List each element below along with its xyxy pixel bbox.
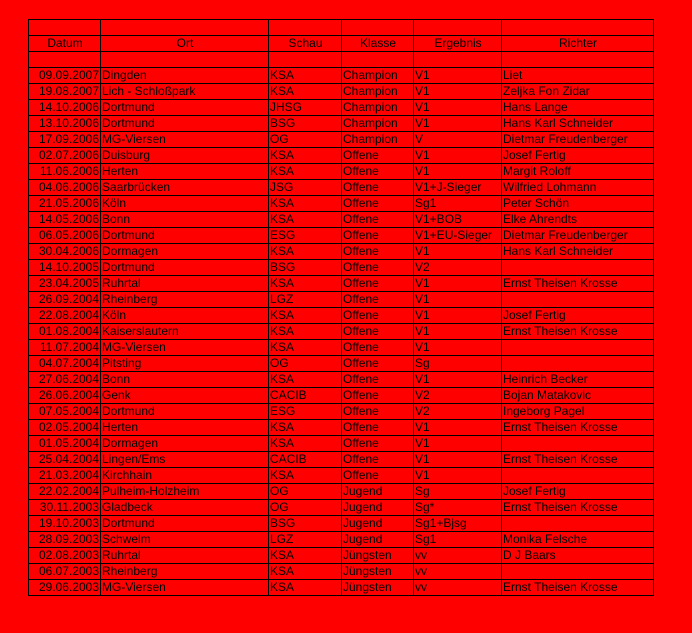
cell-result: Sg1 — [414, 196, 502, 212]
cell-class: Offene — [342, 260, 414, 276]
cell-show: JSG — [269, 180, 342, 196]
header-ort: Ort — [101, 36, 269, 52]
table-row — [29, 500, 654, 516]
cell-result: V1 — [414, 276, 502, 292]
cell-location: Bonn — [101, 212, 269, 228]
cell-location: Rheinberg — [101, 564, 269, 580]
table-row — [29, 516, 654, 532]
cell-class: Jüngsten — [342, 548, 414, 564]
cell-date: 21.05.2006 — [29, 196, 101, 212]
cell-class: Offene — [342, 420, 414, 436]
cell-location: Herten — [101, 164, 269, 180]
table-row — [29, 452, 654, 468]
header-spacer-row — [29, 52, 654, 68]
cell-judge — [502, 436, 654, 452]
cell-class: Offene — [342, 148, 414, 164]
cell-location: Pulheim-Holzheim — [101, 484, 269, 500]
cell-result: V — [414, 132, 502, 148]
cell-class: Offene — [342, 436, 414, 452]
cell-result: V2 — [414, 388, 502, 404]
cell-date: 25.04.2004 — [29, 452, 101, 468]
cell-class: Offene — [342, 404, 414, 420]
table-row — [29, 292, 654, 308]
cell-result: Sg1 — [414, 532, 502, 548]
cell-location: Gladbeck — [101, 500, 269, 516]
cell-date: 21.03.2004 — [29, 468, 101, 484]
cell-location: Rheinberg — [101, 292, 269, 308]
cell-show: CACIB — [269, 388, 342, 404]
cell-class: Jugend — [342, 532, 414, 548]
table-row — [29, 68, 654, 84]
cell-location: Köln — [101, 196, 269, 212]
cell-judge: Margit Roloff — [502, 164, 654, 180]
table-row — [29, 404, 654, 420]
cell-location: Kaiserslautern — [101, 324, 269, 340]
empty-cell — [101, 20, 269, 36]
cell-class: Offene — [342, 292, 414, 308]
cell-date: 30.11.2003 — [29, 500, 101, 516]
cell-show: KSA — [269, 436, 342, 452]
cell-judge: Elke Ahrendts — [502, 212, 654, 228]
cell-location: MG-Viersen — [101, 340, 269, 356]
table-row — [29, 260, 654, 276]
cell-show: KSA — [269, 468, 342, 484]
cell-show: BSG — [269, 516, 342, 532]
cell-date: 11.06.2006 — [29, 164, 101, 180]
empty-cell — [269, 20, 342, 36]
table-row — [29, 356, 654, 372]
cell-judge: Bojan Matakovic — [502, 388, 654, 404]
cell-class: Jüngsten — [342, 564, 414, 580]
cell-judge: Ernst Theisen Krosse — [502, 420, 654, 436]
cell-judge: Ernst Theisen Krosse — [502, 452, 654, 468]
cell-judge: Wilfried Lohmann — [502, 180, 654, 196]
cell-result: vv — [414, 564, 502, 580]
cell-result: V1 — [414, 116, 502, 132]
cell-class: Champion — [342, 84, 414, 100]
cell-show: LGZ — [269, 532, 342, 548]
empty-cell — [414, 52, 502, 68]
cell-result: V2 — [414, 260, 502, 276]
cell-show: BSG — [269, 116, 342, 132]
cell-class: Offene — [342, 468, 414, 484]
table-row — [29, 212, 654, 228]
cell-location: Ruhrtal — [101, 548, 269, 564]
cell-judge: Josef Fertig — [502, 148, 654, 164]
cell-class: Offene — [342, 356, 414, 372]
table-row — [29, 180, 654, 196]
cell-date: 02.05.2004 — [29, 420, 101, 436]
cell-date: 02.08.2003 — [29, 548, 101, 564]
top-spacer-row — [29, 20, 654, 36]
cell-show: OG — [269, 356, 342, 372]
cell-location: MG-Viersen — [101, 132, 269, 148]
cell-date: 01.05.2004 — [29, 436, 101, 452]
cell-date: 22.02.2004 — [29, 484, 101, 500]
cell-location: Dortmund — [101, 260, 269, 276]
cell-judge: Hans Karl Schneider — [502, 116, 654, 132]
cell-date: 14.10.2005 — [29, 260, 101, 276]
cell-result: vv — [414, 548, 502, 564]
table-row — [29, 420, 654, 436]
cell-class: Champion — [342, 116, 414, 132]
cell-class: Offene — [342, 340, 414, 356]
cell-show: OG — [269, 484, 342, 500]
cell-result: V1 — [414, 148, 502, 164]
cell-judge: Dietmar Freudenberger — [502, 132, 654, 148]
cell-date: 06.07.2003 — [29, 564, 101, 580]
cell-location: Dortmund — [101, 516, 269, 532]
cell-result: V1+EU-Sieger — [414, 228, 502, 244]
cell-judge: Ingeborg Pagel — [502, 404, 654, 420]
cell-date: 09.09.2007 — [29, 68, 101, 84]
cell-class: Offene — [342, 324, 414, 340]
cell-judge: Ernst Theisen Krosse — [502, 580, 654, 596]
header-datum: Datum — [29, 36, 101, 52]
cell-date: 14.05.2006 — [29, 212, 101, 228]
cell-class: Offene — [342, 276, 414, 292]
cell-judge — [502, 516, 654, 532]
table-row — [29, 276, 654, 292]
cell-date: 04.06.2006 — [29, 180, 101, 196]
cell-result: V1 — [414, 308, 502, 324]
cell-date: 11.07.2004 — [29, 340, 101, 356]
cell-date: 14.10.2006 — [29, 100, 101, 116]
cell-location: Dortmund — [101, 404, 269, 420]
table-row — [29, 228, 654, 244]
empty-cell — [414, 20, 502, 36]
cell-class: Champion — [342, 132, 414, 148]
table-row — [29, 564, 654, 580]
cell-judge: Peter Schön — [502, 196, 654, 212]
cell-location: Dormagen — [101, 244, 269, 260]
cell-class: Champion — [342, 68, 414, 84]
cell-location: MG-Viersen — [101, 580, 269, 596]
cell-date: 01.08.2004 — [29, 324, 101, 340]
table-row — [29, 580, 654, 596]
cell-result: V1 — [414, 84, 502, 100]
cell-date: 27.06.2004 — [29, 372, 101, 388]
table-row — [29, 148, 654, 164]
cell-judge — [502, 468, 654, 484]
header-klasse: Klasse — [342, 36, 414, 52]
cell-show: BSG — [269, 260, 342, 276]
cell-show: KSA — [269, 84, 342, 100]
cell-result: V1 — [414, 292, 502, 308]
cell-class: Champion — [342, 100, 414, 116]
table-row — [29, 436, 654, 452]
cell-judge: Liet — [502, 68, 654, 84]
cell-judge — [502, 292, 654, 308]
cell-location: Herten — [101, 420, 269, 436]
cell-judge: D J Baars — [502, 548, 654, 564]
empty-cell — [29, 20, 101, 36]
cell-class: Offene — [342, 372, 414, 388]
cell-location: Lich - Schloßpark — [101, 84, 269, 100]
table-row — [29, 84, 654, 100]
cell-class: Offene — [342, 196, 414, 212]
header-richter: Richter — [502, 36, 654, 52]
cell-judge: Monika Felsche — [502, 532, 654, 548]
cell-location: Dormagen — [101, 436, 269, 452]
table-row — [29, 196, 654, 212]
cell-class: Jugend — [342, 516, 414, 532]
cell-location: Ruhrtal — [101, 276, 269, 292]
cell-show: KSA — [269, 580, 342, 596]
cell-date: 02.07.2006 — [29, 148, 101, 164]
cell-date: 13.10.2006 — [29, 116, 101, 132]
cell-date: 06.05.2006 — [29, 228, 101, 244]
cell-location: Saarbrücken — [101, 180, 269, 196]
table-row — [29, 484, 654, 500]
cell-result: Sg — [414, 484, 502, 500]
table-row — [29, 548, 654, 564]
cell-show: ESG — [269, 404, 342, 420]
cell-judge — [502, 356, 654, 372]
empty-cell — [269, 52, 342, 68]
cell-judge: Josef Fertig — [502, 484, 654, 500]
cell-date: 23.04.2005 — [29, 276, 101, 292]
cell-date: 19.10.2003 — [29, 516, 101, 532]
empty-cell — [502, 20, 654, 36]
cell-result: V1 — [414, 452, 502, 468]
table-row — [29, 100, 654, 116]
cell-show: JHSG — [269, 100, 342, 116]
cell-date: 19.08.2007 — [29, 84, 101, 100]
cell-show: LGZ — [269, 292, 342, 308]
cell-show: KSA — [269, 196, 342, 212]
cell-judge: Josef Fertig — [502, 308, 654, 324]
cell-location: Lingen/Ems — [101, 452, 269, 468]
cell-show: KSA — [269, 276, 342, 292]
cell-class: Jugend — [342, 484, 414, 500]
header-ergebnis: Ergebnis — [414, 36, 502, 52]
table-row — [29, 324, 654, 340]
cell-date: 30.04.2006 — [29, 244, 101, 260]
cell-location: Genk — [101, 388, 269, 404]
cell-show: KSA — [269, 148, 342, 164]
table-body — [29, 20, 654, 596]
table-row — [29, 532, 654, 548]
cell-judge: Hans Karl Schneider — [502, 244, 654, 260]
cell-show: KSA — [269, 340, 342, 356]
cell-judge: Zeljka Fon Zidar — [502, 84, 654, 100]
cell-class: Offene — [342, 452, 414, 468]
cell-result: V1 — [414, 436, 502, 452]
empty-cell — [342, 20, 414, 36]
cell-class: Offene — [342, 164, 414, 180]
cell-judge — [502, 564, 654, 580]
cell-result: V1 — [414, 244, 502, 260]
cell-show: KSA — [269, 68, 342, 84]
cell-location: Dingden — [101, 68, 269, 84]
table-row — [29, 388, 654, 404]
cell-judge — [502, 260, 654, 276]
table-row — [29, 164, 654, 180]
cell-result: V1 — [414, 324, 502, 340]
header-row — [29, 36, 654, 52]
cell-location: Dortmund — [101, 228, 269, 244]
cell-show: KSA — [269, 308, 342, 324]
cell-show: KSA — [269, 372, 342, 388]
cell-class: Offene — [342, 212, 414, 228]
cell-location: Köln — [101, 308, 269, 324]
cell-result: vv — [414, 580, 502, 596]
cell-result: V1 — [414, 68, 502, 84]
cell-judge: Ernst Theisen Krosse — [502, 324, 654, 340]
cell-date: 26.06.2004 — [29, 388, 101, 404]
cell-judge: Ernst Theisen Krosse — [502, 276, 654, 292]
table-row — [29, 132, 654, 148]
cell-judge — [502, 340, 654, 356]
cell-date: 17.09.2006 — [29, 132, 101, 148]
cell-show: OG — [269, 500, 342, 516]
empty-cell — [502, 52, 654, 68]
cell-result: Sg* — [414, 500, 502, 516]
cell-location: Kirchhain — [101, 468, 269, 484]
cell-judge: Dietmar Freudenberger — [502, 228, 654, 244]
cell-class: Offene — [342, 180, 414, 196]
empty-cell — [101, 52, 269, 68]
cell-result: V1+BOB — [414, 212, 502, 228]
cell-class: Jugend — [342, 500, 414, 516]
cell-show: OG — [269, 132, 342, 148]
cell-result: V2 — [414, 404, 502, 420]
cell-class: Offene — [342, 228, 414, 244]
cell-show: ESG — [269, 228, 342, 244]
cell-show: KSA — [269, 244, 342, 260]
cell-show: KSA — [269, 324, 342, 340]
cell-show: KSA — [269, 420, 342, 436]
cell-date: 04.07.2004 — [29, 356, 101, 372]
cell-result: V1 — [414, 340, 502, 356]
cell-judge: Hans Lange — [502, 100, 654, 116]
cell-judge: Heinrich Becker — [502, 372, 654, 388]
table-row — [29, 116, 654, 132]
cell-class: Offene — [342, 388, 414, 404]
table-row — [29, 372, 654, 388]
cell-show: KSA — [269, 548, 342, 564]
cell-result: Sg1+Bjsg — [414, 516, 502, 532]
table-row — [29, 308, 654, 324]
cell-location: Dortmund — [101, 116, 269, 132]
cell-judge: Ernst Theisen Krosse — [502, 500, 654, 516]
cell-location: Duisburg — [101, 148, 269, 164]
cell-show: KSA — [269, 564, 342, 580]
table-row — [29, 244, 654, 260]
cell-result: V1 — [414, 468, 502, 484]
cell-class: Offene — [342, 244, 414, 260]
cell-result: V1 — [414, 100, 502, 116]
cell-show: CACIB — [269, 452, 342, 468]
cell-date: 22.08.2004 — [29, 308, 101, 324]
cell-result: V1 — [414, 164, 502, 180]
cell-class: Offene — [342, 308, 414, 324]
cell-show: KSA — [269, 212, 342, 228]
cell-class: Jüngsten — [342, 580, 414, 596]
empty-cell — [342, 52, 414, 68]
results-table — [28, 19, 654, 596]
cell-date: 07.05.2004 — [29, 404, 101, 420]
cell-date: 28.09.2003 — [29, 532, 101, 548]
cell-location: Dortmund — [101, 100, 269, 116]
empty-cell — [29, 52, 101, 68]
cell-date: 26.09.2004 — [29, 292, 101, 308]
cell-location: Bonn — [101, 372, 269, 388]
cell-result: V1 — [414, 420, 502, 436]
cell-show: KSA — [269, 164, 342, 180]
table-row — [29, 468, 654, 484]
cell-location: Schwelm — [101, 532, 269, 548]
header-schau: Schau — [269, 36, 342, 52]
table-row — [29, 340, 654, 356]
cell-result: Sg — [414, 356, 502, 372]
cell-result: V1+J-Sieger — [414, 180, 502, 196]
cell-result: V1 — [414, 372, 502, 388]
cell-date: 29.06.2003 — [29, 580, 101, 596]
cell-location: Pitsting — [101, 356, 269, 372]
